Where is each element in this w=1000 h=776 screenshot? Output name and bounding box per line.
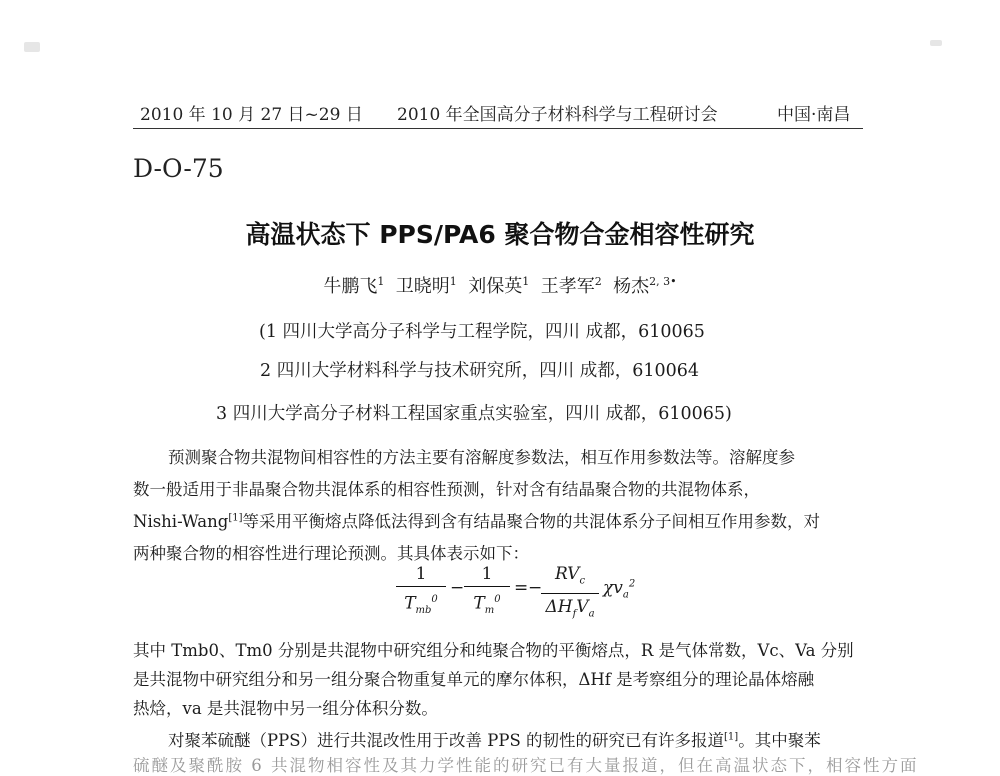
body-text-span: 对聚苯硫醚（PPS）进行共混改性用于改善 PPS 的韧性的研究已有许多报道 — [168, 731, 725, 750]
body-text-line: 是共混物中研究组分和另一组分聚合物重复单元的摩尔体积，ΔHf 是考察组分的理论晶体熔融 — [133, 670, 815, 689]
scan-speck — [930, 40, 942, 46]
numerator: 1 — [415, 564, 427, 584]
numerator: $RV_c$ — [554, 564, 586, 587]
body-text-line: 两种聚合物的相容性进行理论预测。其具体表示如下： — [133, 544, 529, 563]
author-affiliation-mark: 2 — [594, 275, 602, 288]
scan-speck — [24, 42, 40, 52]
body-text-line: 预测聚合物共混物间相容性的方法主要有溶解度参数法，相互作用参数法等。溶解度参 — [168, 448, 795, 467]
header-location: 中国·南昌 — [777, 105, 851, 125]
paper-code: D-O-75 — [133, 154, 224, 183]
fraction-bar — [464, 586, 510, 587]
body-text-line: 热焓，va 是共混物中另一组分体积分数。 — [133, 699, 438, 718]
citation-author: Nishi-Wang — [133, 512, 229, 531]
affiliation: 3 四川大学高分子材料工程国家重点实验室，四川 成都，610065) — [216, 404, 732, 424]
denominator: $T_m^0$ — [473, 593, 501, 617]
body-text-line: 其中 Tmb0、Tm0 分别是共混物中研究组分和纯聚合物的平衡熔点，R 是气体常数，Vc、Va 分别 — [133, 641, 854, 660]
fraction-term-1 — [396, 564, 446, 622]
denominator: $\Delta H_fV_a$ — [545, 597, 595, 620]
body-text-span: 等采用平衡熔点降低法得到含有结晶聚合物的共混体系分子间相互作用参数，对 — [242, 512, 820, 531]
fraction-term-3 — [541, 564, 599, 626]
affiliation: 2 四川大学材料科学与技术研究所，四川 成都，610064 — [260, 361, 700, 381]
paper-title: 高温状态下 PPS/PA6 聚合物合金相容性研究 — [245, 220, 755, 249]
author-name: 卫晓明 — [395, 276, 450, 297]
header-rule — [133, 128, 863, 129]
body-text-line: 数一般适用于非晶聚合物共混体系的相容性预测，针对含有结晶聚合物的共混物体系， — [133, 480, 760, 499]
fraction-term-2 — [464, 564, 510, 622]
author-name: 杨杰 — [613, 276, 650, 297]
affiliation: (1 四川大学高分子科学与工程学院，四川 成都，610065 — [259, 322, 705, 342]
body-text-span: 。其中聚苯 — [738, 731, 821, 750]
author-affiliation-mark: 1 — [522, 275, 530, 288]
author-list — [0, 272, 1000, 298]
author-affiliation-mark: 2, 3• — [649, 275, 677, 288]
body-text-line — [133, 508, 820, 532]
header-date: 2010 年 10 月 27 日~29 日 — [140, 105, 363, 125]
author-name: 王孝军 — [540, 276, 595, 297]
equals-operator: = — [514, 578, 529, 598]
fraction-bar — [396, 586, 446, 587]
citation-ref: [1] — [724, 731, 739, 743]
minus-operator: − — [450, 578, 465, 598]
author-name: 牛鹏飞 — [323, 276, 378, 297]
numerator: 1 — [481, 564, 493, 584]
author-affiliation-mark: 1 — [449, 275, 457, 288]
interaction-parameter-term: $\chi v_a^2$ — [603, 578, 636, 601]
author-name: 刘保英 — [468, 276, 523, 297]
negative-sign: − — [528, 578, 543, 598]
denominator: $T_{mb}^0$ — [404, 593, 438, 617]
author-affiliation-mark: 1 — [377, 275, 385, 288]
fraction-bar — [541, 593, 599, 594]
melting-point-depression-equation — [390, 560, 636, 630]
body-text-line-cut-off: 硫醚及聚酰胺 6 共混物相容性及其力学性能的研究已有大量报道，但在高温状态下，相容性方面 — [133, 756, 919, 775]
header-conference: 2010 年全国高分子材料科学与工程研讨会 — [397, 105, 718, 125]
body-text-line — [168, 727, 821, 751]
citation-ref: [1] — [228, 512, 243, 524]
